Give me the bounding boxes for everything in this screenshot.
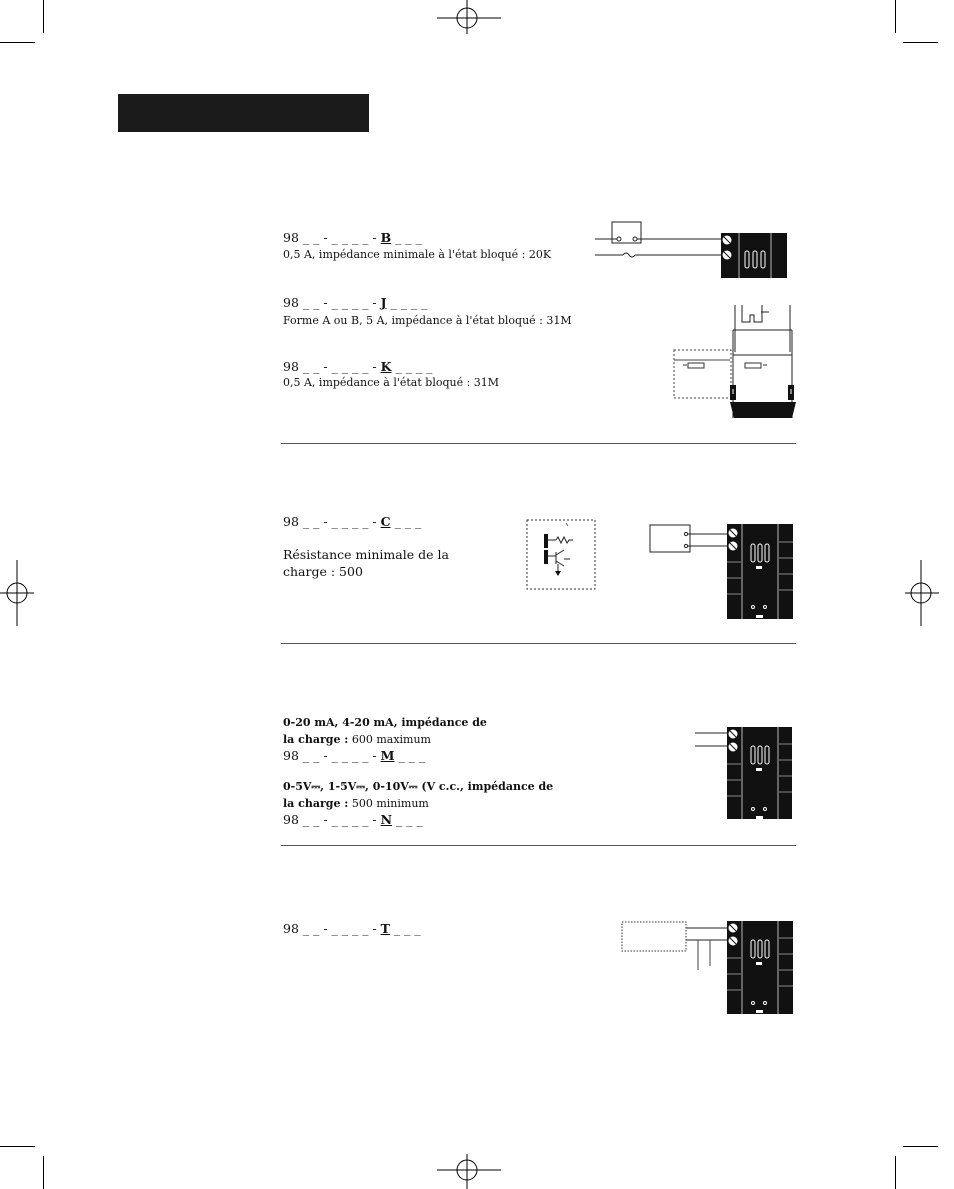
analog-ma-spec-line1: 0-20 mA, 4-20 mA, impédance de (283, 716, 487, 729)
code-letter-k: K (380, 359, 392, 374)
crop-mark (0, 1146, 35, 1147)
code-letter-c: C (380, 514, 391, 529)
desc-b: 0,5 A, impédance minimale à l'état bloqué : 20K (283, 248, 552, 261)
registration-mark-right (903, 560, 939, 626)
desc-c-line2: charge : 500 (283, 564, 363, 579)
code-letter-b: B (380, 230, 392, 245)
registration-mark-left (0, 560, 36, 626)
code-b: 98 _ _ - _ _ _ _ - B _ _ _ (283, 230, 422, 245)
desc-k: 0,5 A, impédance à l'état bloqué : 31M (283, 376, 500, 389)
code-letter-t: T (380, 921, 390, 936)
crop-mark (43, 1156, 44, 1189)
code-m: 98 _ _ - _ _ _ _ - M _ _ _ (283, 748, 426, 763)
code-j: 98 _ _ - _ _ _ _ - J _ _ _ _ (283, 295, 428, 310)
code-t: 98 _ _ - _ _ _ _ - T _ _ _ (283, 921, 421, 936)
desc-c-line1: Résistance minimale de la (283, 547, 449, 562)
crop-mark (903, 1146, 938, 1147)
crop-mark (0, 42, 35, 43)
code-n: 98 _ _ - _ _ _ _ - N _ _ _ (283, 812, 423, 827)
code-c: 98 _ _ - _ _ _ _ - C _ _ _ (283, 514, 422, 529)
crop-mark (895, 0, 896, 33)
crop-mark (895, 1156, 896, 1189)
section-divider (281, 845, 796, 846)
code-k: 98 _ _ - _ _ _ _ - K _ _ _ _ (283, 359, 433, 374)
crop-mark (903, 42, 938, 43)
analog-ma-spec-line2: la charge : 600 maximum (283, 733, 431, 746)
wiring-diagram-mn (695, 724, 796, 822)
desc-j: Forme A ou B, 5 A, impédance à l'état bloqué : 31M (283, 314, 572, 327)
analog-v-spec-line1: 0-5V⎓, 1-5V⎓, 0-10V⎓ (V c.c., impédance de (283, 780, 554, 793)
registration-mark-top (437, 0, 503, 36)
analog-v-spec-line2: la charge : 500 minimum (283, 797, 429, 810)
relay-module-diagram (670, 300, 798, 422)
wiring-diagram-c (648, 522, 796, 622)
section-divider (281, 643, 796, 644)
code-letter-n: N (380, 812, 393, 827)
wiring-diagram-b (595, 220, 795, 282)
crop-mark (43, 0, 44, 33)
transistor-output-schematic (526, 519, 598, 591)
registration-mark-bottom (437, 1152, 503, 1189)
header-bar (118, 94, 369, 132)
section-divider (281, 443, 796, 444)
code-letter-j: J (380, 295, 387, 310)
wiring-diagram-t (620, 918, 796, 1018)
code-letter-m: M (380, 748, 395, 763)
